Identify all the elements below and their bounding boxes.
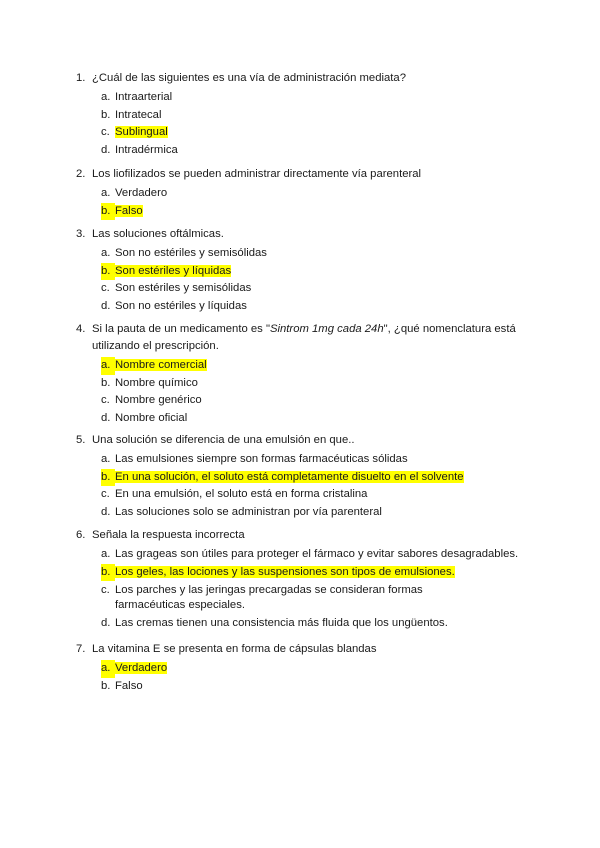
option-text: Nombre genérico bbox=[115, 394, 202, 406]
option-text: Los parches y las jeringas precargadas se consideran formas farmacéuticas especiales. bbox=[115, 584, 423, 611]
question-number: 7. bbox=[76, 643, 86, 655]
option-d: d. Nombre oficial bbox=[101, 411, 188, 424]
option-b-correct: b. Los geles, las lociones y las suspensiones son tipos de emulsiones. bbox=[76, 564, 526, 582]
question-text: Si la pauta de un medicamento es "Sintrom 1mg cada 24h", ¿qué nomenclatura está utilizando el prescripción. bbox=[92, 323, 516, 352]
question-3 bbox=[76, 226, 526, 315]
question-number: 5. bbox=[76, 434, 86, 446]
option-c: c. Los parches y las jeringas precargadas se consideran formas farmacéuticas especiales. bbox=[101, 584, 423, 611]
question-text: La vitamina E se presenta en forma de cápsulas blandas bbox=[92, 643, 377, 655]
question-number: 1. bbox=[76, 72, 86, 84]
highlighted-answer: Sublingual bbox=[115, 126, 168, 138]
option-text: Falso bbox=[115, 679, 143, 692]
option-a-correct: a. Nombre comercial bbox=[76, 357, 526, 375]
option-b-correct: b. Falso bbox=[76, 203, 526, 221]
option-text: Las cremas tienen una consistencia más fluida que los ungüentos. bbox=[115, 617, 448, 629]
question-number: 6. bbox=[76, 529, 86, 541]
option-text: Nombre químico bbox=[115, 376, 198, 389]
highlighted-answer: Los geles, las lociones y las suspensiones son tipos de emulsiones. bbox=[115, 565, 455, 578]
question-number: 4. bbox=[76, 323, 86, 335]
highlighted-answer: Son estériles y líquidas bbox=[115, 264, 232, 277]
question-5 bbox=[76, 432, 526, 521]
question-4 bbox=[76, 321, 526, 427]
question-text: Una solución se diferencia de una emulsión en que.. bbox=[92, 434, 355, 446]
option-a: a. Intraarterial bbox=[101, 91, 173, 103]
option-a: a. Las grageas son útiles para proteger el fármaco y evitar sabores desagradables. bbox=[101, 548, 519, 560]
option-text: Las soluciones solo se administran por vía parenteral bbox=[115, 505, 382, 518]
highlighted-answer: Verdadero bbox=[115, 662, 168, 674]
option-text: En una emulsión, el soluto está en forma cristalina bbox=[115, 488, 368, 500]
option-text: Intratecal bbox=[115, 108, 162, 121]
highlighted-answer: Nombre comercial bbox=[115, 359, 207, 371]
option-d: d. Intradérmica bbox=[101, 143, 178, 156]
highlighted-answer: Falso bbox=[115, 204, 143, 217]
option-c: c. Son estériles y semisólidas bbox=[101, 282, 252, 294]
option-text: Intraarterial bbox=[115, 91, 173, 103]
option-b-correct: b. Son estériles y líquidas bbox=[76, 263, 526, 281]
question-1 bbox=[76, 70, 526, 159]
prescription-italic: Sintrom 1mg cada 24h bbox=[269, 323, 384, 335]
option-text: Las grageas son útiles para proteger el fármaco y evitar sabores desagradables. bbox=[115, 548, 519, 560]
option-a: a. Verdadero bbox=[101, 187, 168, 199]
option-text: Son no estériles y líquidas bbox=[115, 299, 247, 312]
question-text: Las soluciones oftálmicas. bbox=[92, 228, 224, 240]
option-d: d. Las soluciones solo se administran por vía parenteral bbox=[101, 505, 382, 518]
question-6 bbox=[76, 527, 526, 633]
question-text: Señala la respuesta incorrecta bbox=[92, 529, 245, 541]
option-b-correct: b. En una solución, el soluto está completamente disuelto en el solvente bbox=[76, 469, 526, 487]
option-text: Verdadero bbox=[115, 187, 168, 199]
option-c-correct: c. Sublingual bbox=[101, 126, 168, 138]
option-a-correct: a. Verdadero bbox=[76, 660, 526, 678]
question-number: 2. bbox=[76, 168, 86, 180]
option-d: d. Son no estériles y líquidas bbox=[101, 299, 247, 312]
option-text: Intradérmica bbox=[115, 143, 178, 156]
option-a: a. Las emulsiones siempre son formas farmacéuticas sólidas bbox=[101, 453, 408, 465]
highlighted-answer: En una solución, el soluto está completamente disuelto en el solvente bbox=[115, 470, 464, 483]
option-text: Nombre oficial bbox=[115, 411, 188, 424]
option-c: c. Nombre genérico bbox=[101, 394, 202, 406]
option-a: a. Son no estériles y semisólidas bbox=[101, 247, 267, 259]
option-b: b. Nombre químico bbox=[101, 376, 198, 389]
question-2 bbox=[76, 166, 526, 220]
option-d: d. Las cremas tienen una consistencia más fluida que los ungüentos. bbox=[101, 617, 448, 629]
option-b: b. Falso bbox=[101, 679, 143, 692]
option-c: c. En una emulsión, el soluto está en forma cristalina bbox=[101, 488, 368, 500]
question-text: Los liofilizados se pueden administrar directamente vía parenteral bbox=[92, 168, 422, 180]
question-7 bbox=[76, 641, 526, 695]
question-text: ¿Cuál de las siguientes es una vía de administración mediata? bbox=[92, 72, 406, 84]
option-text: Las emulsiones siempre son formas farmacéuticas sólidas bbox=[115, 453, 408, 465]
option-text: Son estériles y semisólidas bbox=[115, 282, 252, 294]
option-b: b. Intratecal bbox=[101, 108, 162, 121]
question-number: 3. bbox=[76, 228, 86, 240]
option-text: Son no estériles y semisólidas bbox=[115, 247, 267, 259]
